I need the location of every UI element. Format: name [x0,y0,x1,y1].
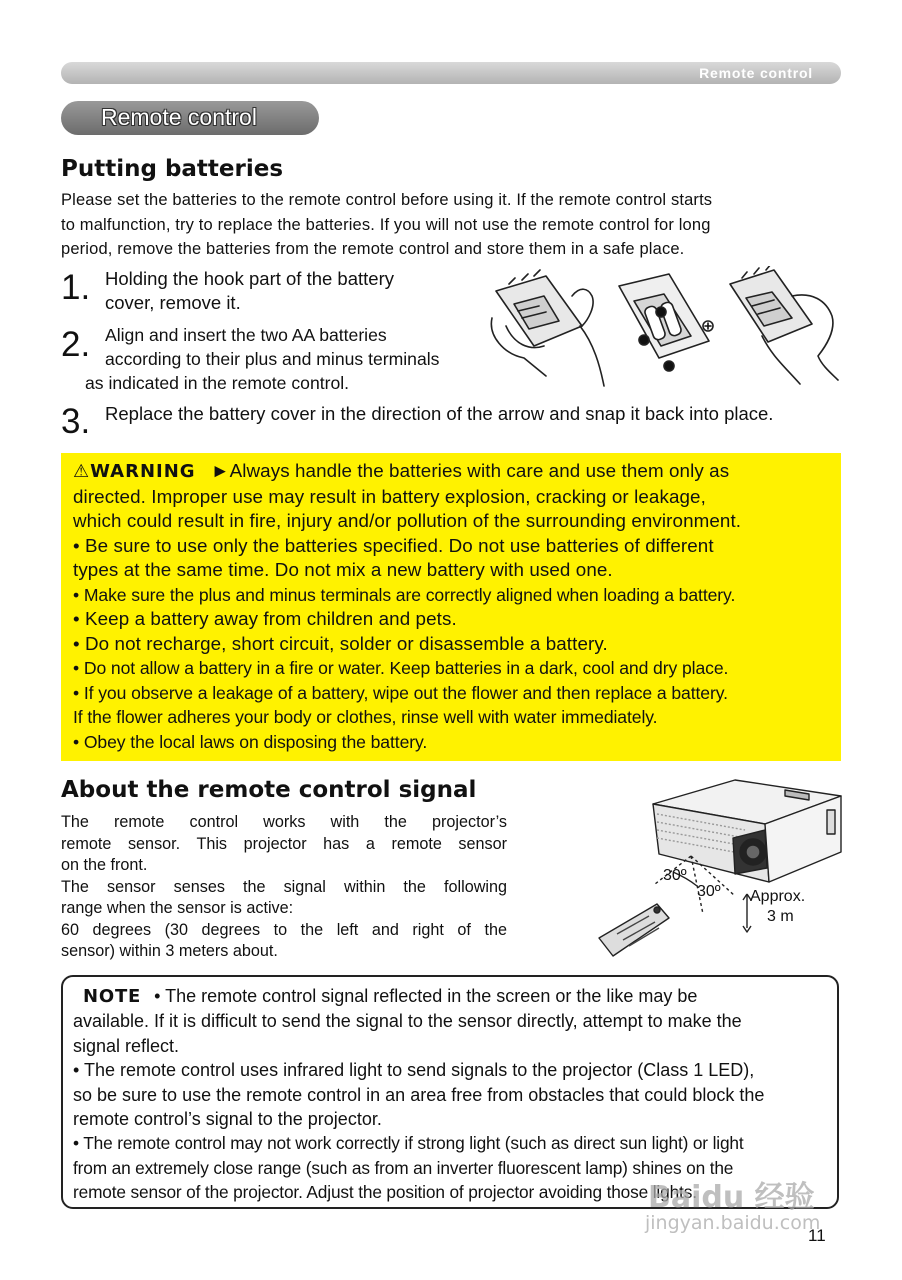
warning-first-line [73,459,835,485]
note-line: • The remote control uses infrared light to send signals to the projector (Class 1 LED), [73,1060,755,1081]
battery-illustrations [484,266,844,396]
batteries-insertion-illustration [619,274,713,371]
batteries-intro [61,188,821,262]
warning-line: directed. Improper use may result in battery explosion, cracking or leakage, [73,485,706,507]
step-3-text: Replace the battery cover in the direction of the arrow and snap it back into place. [105,403,774,424]
step-line: as indicated in the remote control. [85,373,350,393]
warning-line: types at the same time. Do not mix a new battery with used one. [73,559,613,580]
section-title-pill [61,101,319,135]
warning-line: which could result in fire, injury and/or pollution of the surrounding environment. [73,510,742,531]
page-number: 11 [808,1226,826,1245]
signal-range-diagram [595,776,845,966]
intro-line: period, remove the batteries from the remote control and store them in a safe place. [61,240,685,258]
note-line: available. If it is difficult to send the signal to the sensor directly, attempt to make the [73,1011,742,1032]
step-line: according to their plus and minus terminals [105,349,440,369]
warning-line: Always handle the batteries with care and use them only as [229,460,730,481]
warning-content [73,459,835,754]
signal-line: 60 degrees (30 degrees to the left and right of the [61,920,507,939]
signal-line: The sensor senses the signal within the following [61,877,507,896]
step-2-text [85,323,485,395]
distance-label: 3 m [767,908,794,925]
remote-control-illustration [599,904,669,956]
approx-label: Approx. [750,888,806,905]
note-line: • The remote control signal reflected in the screen or the like may be [154,986,698,1006]
warning-box [61,453,841,761]
warning-line: • Do not recharge, short circuit, solder or disassemble a battery. [73,632,608,654]
step-2-number: 2. [61,325,91,364]
watermark-logo: Baidu 经验 [648,1180,815,1215]
warning-line: If the flower adheres your body or clothes, rinse well with water immediately. [73,707,658,727]
note-line: from an extremely close range (such as from an inverter fluorescent lamp) shines on the [73,1157,734,1178]
warning-line: • If you observe a leakage of a battery, wipe out the flower and then replace a battery. [73,682,728,703]
watermark-url: jingyan.baidu.com [645,1212,821,1234]
signal-line: on the front. [61,856,148,874]
warning-line: • Keep a battery away from children and pets. [73,608,457,629]
warning-line: • Do not allow a battery in a fire or water. Keep batteries in a dark, cool and dry place. [73,658,729,678]
hand-removing-cover-illustration [491,270,604,386]
running-header-bar [61,62,841,84]
arrow-icon: ► [210,460,230,481]
warning-line: • Be sure to use only the batteries specified. Do not use batteries of different [73,534,714,556]
step-line: Align and insert the two AA batteries [105,325,387,345]
note-line: remote sensor of the projector. Adjust the position of projector avoiding those lights. [73,1182,697,1203]
note-line: signal reflect. [73,1035,180,1056]
step-line: cover, remove it. [105,292,241,313]
step-1-number: 1. [61,268,91,307]
warning-label: ⚠WARNING [73,461,196,482]
note-line: so be sure to use the remote control in an area free from obstacles that could block the [73,1084,765,1105]
batteries-heading: Putting batteries [61,156,284,182]
signal-description [61,812,507,963]
signal-line: The remote control works with the projector’s [61,813,507,831]
signal-line: range when the sensor is active: [61,899,294,917]
section-title: Remote control [101,104,257,130]
step-line: Holding the hook part of the battery [105,268,394,289]
signal-line: sensor) within 3 meters about. [61,942,278,960]
intro-line: Please set the batteries to the remote control before using it. If the remote control starts [61,191,713,209]
warning-line: • Obey the local laws on disposing the battery. [73,731,428,752]
note-line: remote control’s signal to the projector. [73,1109,382,1130]
angle-right-label: 30º [697,883,721,900]
note-label: NOTE [83,986,142,1007]
angle-left-label: 30º [663,867,687,884]
note-first-line [73,984,833,1009]
intro-line: to malfunction, try to replace the batteries. If you will not use the remote control for long [61,215,711,234]
closing-cover-illustration [730,266,838,384]
signal-line: remote sensor. This projector has a remote sensor [61,834,507,853]
step-3-number: 3. [61,402,91,441]
note-line: • The remote control may not work correctly if strong light (such as direct sun light) or light [73,1133,744,1154]
step-1-text [105,267,465,315]
signal-heading: About the remote control signal [61,777,477,803]
running-header-title: Remote control [699,65,813,81]
warning-line: • Make sure the plus and minus terminals are correctly aligned when loading a battery. [73,584,736,605]
